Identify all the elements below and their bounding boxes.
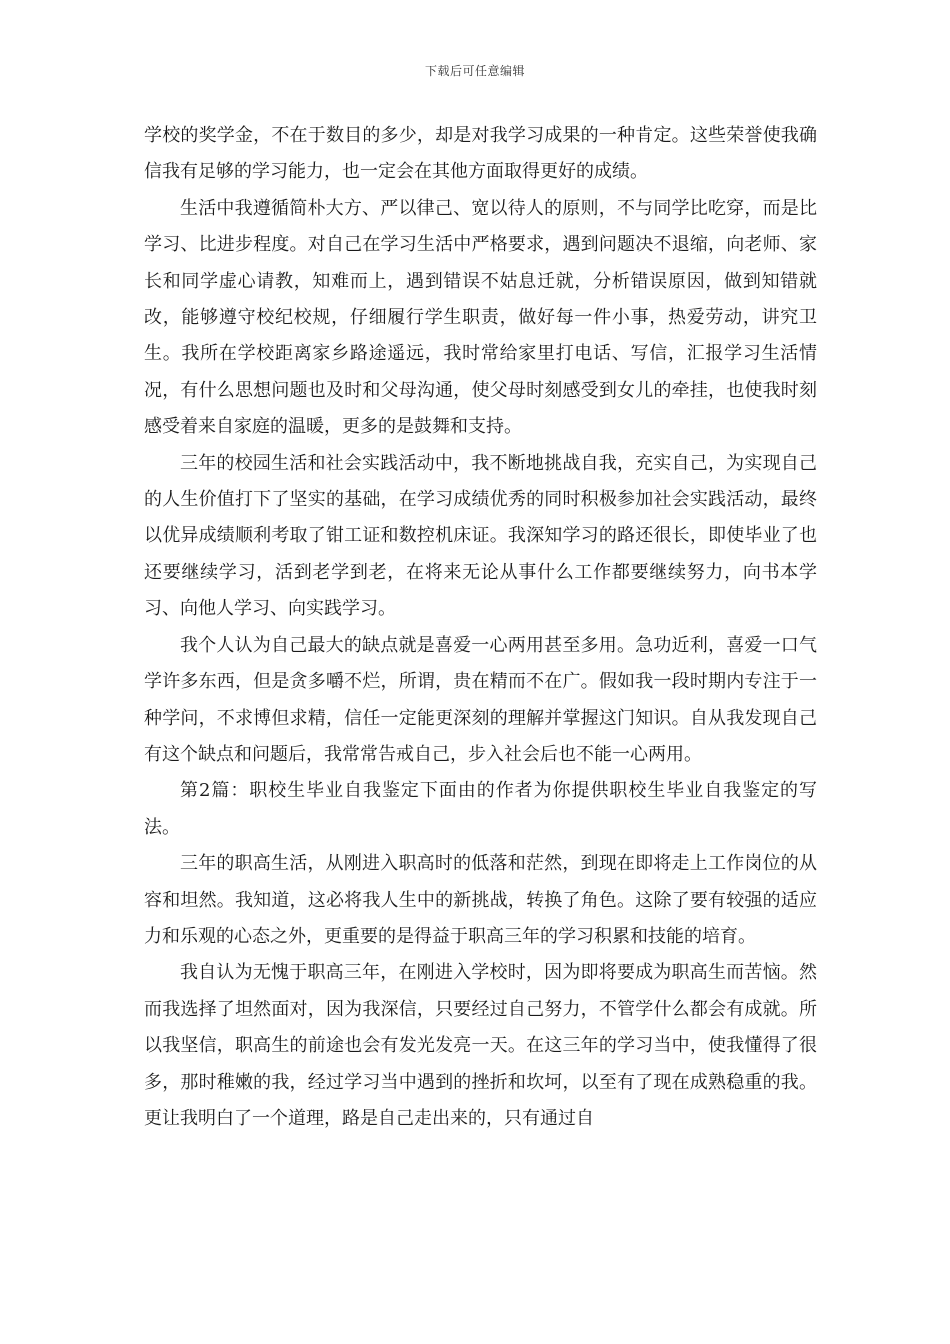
document-body bbox=[144, 118, 817, 1137]
page-header: 下载后可任意编辑 bbox=[424, 64, 525, 78]
paragraph-4: 我个人认为自己最大的缺点就是喜爱一心两用甚至多用。急功近利，喜爱一口气学许多东西，但是贪多嚼不烂，所谓，贵在精而不在广。假如我一段时期内专注于一种学问，不求博但求精，信任一定能更深刻的理解并掌握这门知识。自从我发现自己有这个缺点和问题后，我常常告戒自己，步入社会后也不能一心两用。 bbox=[144, 634, 817, 765]
paragraph-5: 第2篇：职校生毕业自我鉴定下面由的作者为你提供职校生毕业自我鉴定的写法。 bbox=[144, 780, 817, 838]
paragraph-6: 三年的职高生活，从刚进入职高时的低落和茫然，到现在即将走上工作岗位的从容和坦然。我知道，这必将我人生中的新挑战，转换了角色。这除了要有较强的适应力和乐观的心态之外，更重要的是得益于职高三年的学习积累和技能的培育。 bbox=[144, 853, 817, 947]
paragraph-1: 学校的奖学金，不在于数目的多少，却是对我学习成果的一种肯定。这些荣誉使我确信我有足够的学习能力，也一定会在其他方面取得更好的成绩。 bbox=[144, 125, 817, 183]
paragraph-3: 三年的校园生活和社会实践活动中，我不断地挑战自我，充实自己，为实现自己的人生价值打下了坚实的基础，在学习成绩优秀的同时积极参加社会实践活动，最终以优异成绩顺利考取了钳工证和数控机床证。我深知学习的路还很长，即使毕业了也还要继续学习，活到老学到老，在将来无论从事什么工作都要继续努力，向书本学习、向他人学习、向实践学习。 bbox=[144, 452, 817, 620]
paragraph-2: 生活中我遵循简朴大方、严以律己、宽以待人的原则，不与同学比吃穿，而是比学习、比进步程度。对自己在学习生活中严格要求，遇到问题决不退缩，向老师、家长和同学虚心请教，知难而上，遇到错误不姑息迁就，分析错误原因，做到知错就改，能够遵守校纪校规，仔细履行学生职责，做好每一件小事，热爱劳动，讲究卫生。我所在学校距离家乡路途遥远，我时常给家里打电话、写信，汇报学习生活情况，有什么思想问题也及时和父母沟通，使父母时刻感受到女儿的牵挂，也使我时刻感受着来自家庭的温暖，更多的是鼓舞和支持。 bbox=[144, 197, 817, 438]
paragraph-7: 我自认为无愧于职高三年，在刚进入学校时，因为即将要成为职高生而苦恼。然而我选择了坦然面对，因为我深信，只要经过自己努力，不管学什么都会有成就。所以我坚信，职高生的前途也会有发光发亮一天。在这三年的学习当中，使我懂得了很多，那时稚嫩的我，经过学习当中遇到的挫折和坎坷，以至有了现在成熟稳重的我。更让我明白了一个道理，路是自己走出来的，只有通过自 bbox=[144, 962, 817, 1129]
